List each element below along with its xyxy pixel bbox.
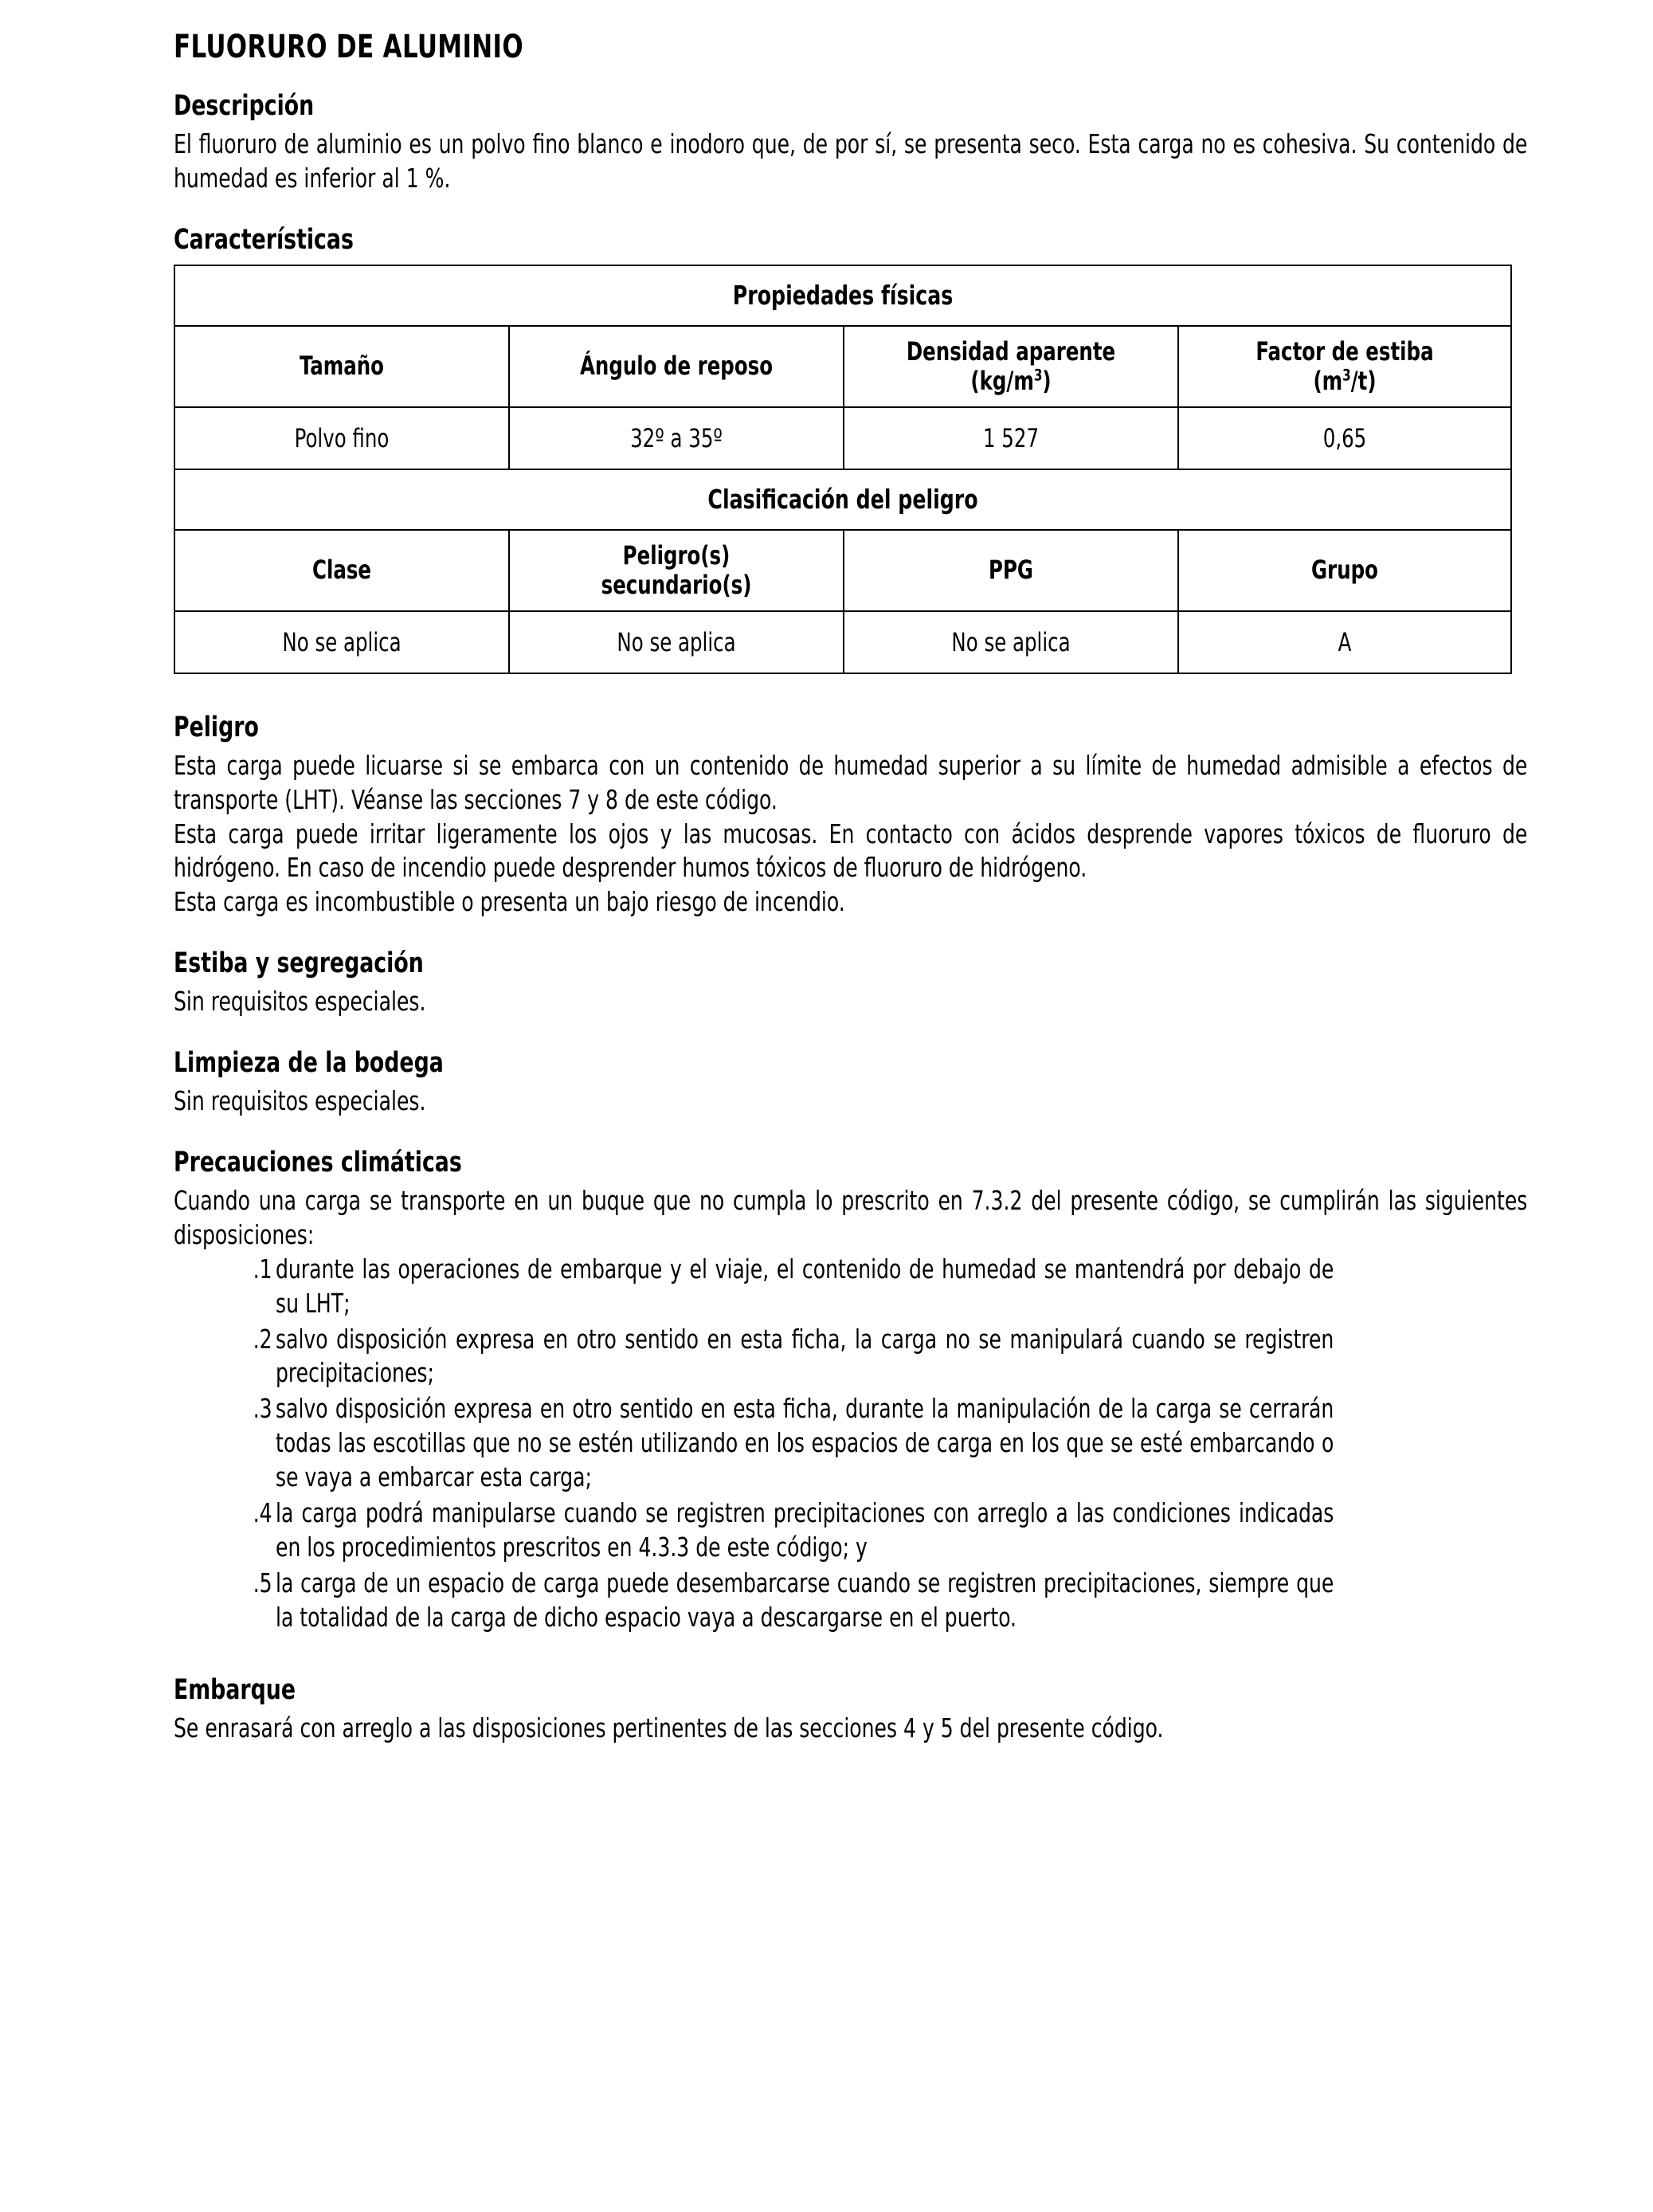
paragraph-peligro-1: Esta carga puede licuarse si se embarca con un contenido de humedad superior a su límite de humedad admisible a efectos de transporte (LHT). Véanse las secciones 7 y 8 de este código. <box>174 749 1528 815</box>
header-label-size: Tamaño <box>300 351 384 382</box>
characteristics-table-wrap <box>174 265 1528 674</box>
section-heading-estiba: Estiba y segregación <box>174 947 424 980</box>
header-cell-angle <box>509 326 844 407</box>
page-content <box>174 29 1528 1745</box>
header-label-density-line2 <box>869 367 1152 396</box>
physical-properties-banner-label: Propiedades físicas <box>732 280 954 312</box>
list-item <box>174 1567 1528 1635</box>
density-unit-prefix: (kg/m <box>970 365 1034 396</box>
header-label-stowage-line2 <box>1204 367 1486 396</box>
value-angle: 32º a 35º <box>630 422 723 453</box>
hazard-classification-banner-label: Clasificación del peligro <box>707 484 978 516</box>
list-item <box>174 1496 1528 1565</box>
list-item-number: .2 <box>253 1323 272 1355</box>
spacer <box>174 1119 1528 1146</box>
table-row-hazard-banner <box>174 469 1511 530</box>
stowage-unit-exponent: 3 <box>1342 366 1351 385</box>
characteristics-table <box>174 265 1512 674</box>
stowage-unit-prefix: (m <box>1313 365 1343 396</box>
list-item-text: la carga podrá manipularse cuando se registren precipitaciones con arreglo a las condiciones indicadas en los procedimientos prescritos en 4.3.3 de este código; y <box>276 1497 1334 1563</box>
header-cell-group <box>1178 530 1511 611</box>
value-cell-ppg <box>844 611 1178 673</box>
page-title: FLUORURO DE ALUMINIO <box>174 29 524 65</box>
table-row-physical-values <box>174 407 1511 469</box>
header-label-ppg: PPG <box>989 555 1033 586</box>
table-row-hazard-values <box>174 611 1511 673</box>
header-label-angle: Ángulo de reposo <box>579 351 774 382</box>
list-item-number: .3 <box>253 1393 272 1425</box>
value-ppg: No se aplica <box>951 626 1071 657</box>
precauciones-list <box>174 1253 1528 1635</box>
value-cell-density <box>844 407 1178 469</box>
value-cell-size <box>174 407 509 469</box>
spacer <box>174 1019 1528 1046</box>
list-item-text: la carga de un espacio de carga puede desembarcarse cuando se registren precipitaciones, siempre que la totalidad de la carga de dicho espacio vaya a descargarse en el puerto. <box>276 1567 1334 1633</box>
value-density: 1 527 <box>982 422 1040 453</box>
density-unit-suffix: ) <box>1042 365 1052 396</box>
value-cell-class <box>174 611 509 673</box>
section-heading-limpieza: Limpieza de la bodega <box>174 1047 444 1080</box>
value-group: A <box>1338 626 1352 657</box>
hazard-classification-banner <box>174 469 1511 530</box>
list-item <box>174 1392 1528 1495</box>
header-label-class: Clase <box>311 555 372 586</box>
value-cell-stowage-factor <box>1178 407 1511 469</box>
value-cell-group <box>1178 611 1511 673</box>
paragraph-embarque: Se enrasará con arreglo a las disposiciones pertinentes de las secciones 4 y 5 del presente código. <box>174 1712 1164 1743</box>
header-cell-stowage-factor <box>1178 326 1511 407</box>
header-label-stowage-line1: Factor de estiba <box>1255 335 1434 367</box>
header-label-subsidiary-line2: secundario(s) <box>601 569 752 600</box>
value-cell-angle <box>509 407 844 469</box>
list-item-number: .5 <box>253 1567 272 1598</box>
section-heading-caracteristicas: Características <box>174 223 354 256</box>
header-cell-ppg <box>844 530 1178 611</box>
stowage-unit-suffix: /t) <box>1350 365 1377 396</box>
paragraph-estiba: Sin requisitos especiales. <box>174 986 426 1018</box>
header-cell-subsidiary-hazards <box>509 530 844 611</box>
section-heading-embarque: Embarque <box>174 1673 296 1706</box>
header-label-group: Grupo <box>1311 555 1378 586</box>
value-subsidiary-hazards: No se aplica <box>617 626 736 657</box>
physical-properties-banner <box>174 265 1511 326</box>
section-heading-descripcion: Descripción <box>174 90 315 122</box>
paragraph-descripcion: El fluoruro de aluminio es un polvo fino blanco e inodoro que, de por sí, se presenta seco. Esta carga no es cohesiva. Su contenido de humedad es inferior al 1 %. <box>174 128 1528 194</box>
list-item-text: durante las operaciones de embarque y el viaje, el contenido de humedad se mantendrá por debajo de su LHT; <box>276 1253 1334 1319</box>
section-heading-peligro: Peligro <box>174 711 259 743</box>
header-label-density-line1: Densidad aparente <box>906 335 1116 367</box>
spacer <box>174 674 1528 711</box>
value-size: Polvo fino <box>294 422 390 453</box>
section-heading-precauciones: Precauciones climáticas <box>174 1147 462 1179</box>
value-cell-subsidiary-hazards <box>509 611 844 673</box>
list-item <box>174 1323 1528 1391</box>
paragraph-peligro-3: Esta carga es incombustible o presenta un bajo riesgo de incendio. <box>174 886 845 918</box>
spacer <box>174 920 1528 947</box>
table-row-physical-banner <box>174 265 1511 326</box>
header-cell-density <box>844 326 1178 407</box>
paragraph-limpieza: Sin requisitos especiales. <box>174 1085 426 1117</box>
list-item-number: .4 <box>253 1497 272 1529</box>
table-row-hazard-headers <box>174 530 1511 611</box>
paragraph-peligro-2: Esta carga puede irritar ligeramente los ojos y las mucosas. En contacto con ácidos desprende vapores tóxicos de fluoruro de hidrógeno. En caso de incendio puede desprender humos tóxicos de fluoruro de hidrógeno. <box>174 818 1528 884</box>
value-stowage-factor: 0,65 <box>1322 422 1367 453</box>
header-label-subsidiary-line1: Peligro(s) <box>622 539 731 571</box>
list-item-number: .1 <box>253 1253 272 1284</box>
spacer <box>174 196 1528 223</box>
value-class: No se aplica <box>282 626 401 657</box>
list-item-text: salvo disposición expresa en otro sentido en esta ficha, durante la manipulación de la carga se cerrarán todas las escotillas que no se estén utilizando en los espacios de carga en los que se esté embarcando o se vaya a embarcar esta carga; <box>276 1393 1334 1493</box>
table-row-physical-headers <box>174 326 1511 407</box>
spacer <box>174 1637 1528 1673</box>
header-cell-class <box>174 530 509 611</box>
paragraph-precauciones-intro: Cuando una carga se transporte en un buque que no cumpla lo prescrito en 7.3.2 del presente código, se cumplirán las siguientes disposiciones: <box>174 1185 1528 1250</box>
header-cell-size <box>174 326 509 407</box>
density-unit-exponent: 3 <box>1033 366 1043 385</box>
list-item <box>174 1253 1528 1321</box>
list-item-text: salvo disposición expresa en otro sentido en esta ficha, la carga no se manipulará cuando se registren precipitaciones; <box>276 1323 1334 1389</box>
